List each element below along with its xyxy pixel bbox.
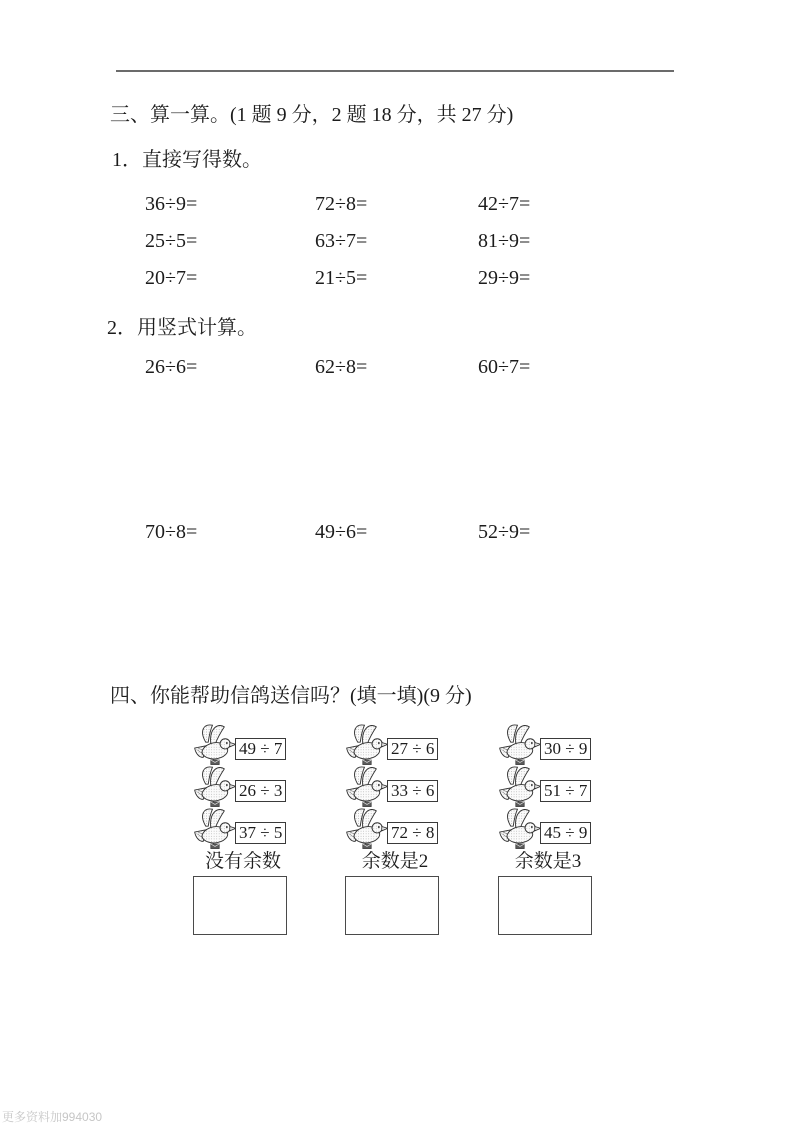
section-4-title: 四、你能帮助信鸽送信吗？(填一填)(9 分) — [110, 685, 472, 707]
division-expression-box: 26 ÷ 3 — [235, 780, 286, 802]
vertical-calculation-row-1 — [145, 354, 638, 391]
answer-box — [193, 876, 287, 935]
remainder-category-label: 余数是2 — [361, 851, 429, 872]
division-problem: 29÷9= — [478, 267, 531, 289]
division-problem: 72÷8= — [315, 193, 368, 215]
watermark: 更多资料加994030 — [2, 1110, 103, 1124]
division-problem: 25÷5= — [145, 230, 198, 252]
remainder-category-label: 没有余数 — [204, 851, 281, 872]
problem-2-label: 2．用竖式计算。 — [107, 317, 257, 339]
division-expression-box: 45 ÷ 9 — [540, 822, 591, 844]
division-expression-box: 49 ÷ 7 — [235, 738, 286, 760]
pigeon-row — [498, 722, 598, 764]
division-problem: 36÷9= — [145, 193, 198, 215]
section-3-title: 三、算一算。(1 题 9 分，2 题 18 分，共 27 分) — [110, 104, 514, 126]
division-problem: 62÷8= — [315, 356, 368, 378]
remainder-category-label: 余数是3 — [514, 851, 582, 872]
pigeon-row — [345, 764, 445, 806]
division-expression-box: 33 ÷ 6 — [387, 780, 438, 802]
pigeon-group-remainder-2 — [345, 722, 445, 935]
division-problem: 42÷7= — [478, 193, 531, 215]
pigeon-group-no-remainder — [193, 722, 293, 935]
pigeon-icon — [498, 762, 542, 808]
pigeon-row — [498, 806, 598, 848]
division-problem: 81÷9= — [478, 230, 531, 252]
division-problem: 52÷9= — [478, 521, 531, 543]
division-expression-box: 37 ÷ 5 — [235, 822, 286, 844]
division-problem: 21÷5= — [315, 267, 368, 289]
division-expression-box: 51 ÷ 7 — [540, 780, 591, 802]
pigeon-icon — [193, 762, 237, 808]
division-expression-box: 27 ÷ 6 — [387, 738, 438, 760]
pigeon-icon — [193, 720, 237, 766]
pigeon-row — [193, 764, 293, 806]
division-problem: 26÷6= — [145, 356, 198, 378]
pigeon-row — [345, 806, 445, 848]
division-expression-box: 30 ÷ 9 — [540, 738, 591, 760]
pigeon-icon — [193, 804, 237, 850]
answer-box — [498, 876, 592, 935]
division-problem: 63÷7= — [315, 230, 368, 252]
pigeon-icon — [345, 762, 389, 808]
division-problem: 49÷6= — [315, 521, 368, 543]
pigeon-row — [193, 806, 293, 848]
pigeon-row — [498, 764, 598, 806]
division-problem: 70÷8= — [145, 521, 198, 543]
pigeon-group-remainder-3 — [498, 722, 598, 935]
pigeon-icon — [498, 720, 542, 766]
division-problem: 60÷7= — [478, 356, 531, 378]
pigeon-icon — [345, 804, 389, 850]
header-divider — [116, 70, 674, 72]
pigeon-row — [345, 722, 445, 764]
pigeon-icon — [498, 804, 542, 850]
division-expression-box: 72 ÷ 8 — [387, 822, 438, 844]
pigeon-row — [193, 722, 293, 764]
problem-1-label: 1．直接写得数。 — [112, 149, 262, 171]
division-problem: 20÷7= — [145, 267, 198, 289]
vertical-calculation-row-2 — [145, 519, 638, 556]
pigeon-icon — [345, 720, 389, 766]
answer-box — [345, 876, 439, 935]
direct-calculation-grid — [145, 191, 638, 302]
pigeon-sorting-area — [0, 722, 793, 942]
